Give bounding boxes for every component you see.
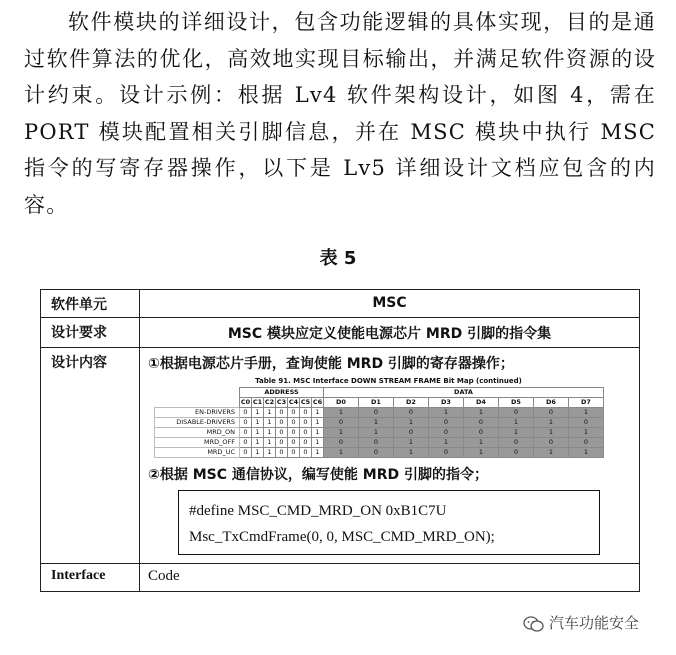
address-bit: 0 <box>276 408 288 418</box>
data-bit: 0 <box>394 428 429 438</box>
data-bit: 0 <box>359 448 394 458</box>
address-bit: 1 <box>312 428 324 438</box>
address-bit: 0 <box>288 408 300 418</box>
data-bit: 1 <box>499 428 534 438</box>
data-bit: 0 <box>429 418 464 428</box>
data-bit: 1 <box>464 408 499 418</box>
bitmap-row <box>155 418 604 428</box>
address-bit: 1 <box>264 438 276 448</box>
code-line: #define MSC_CMD_MRD_ON 0xB1C7U <box>189 503 447 519</box>
bitmap-row <box>155 428 604 438</box>
address-col-header: C2 <box>264 398 275 406</box>
address-col-header: C5 <box>300 398 311 406</box>
row-label-requirement: 设计要求 <box>41 318 140 348</box>
bitmap-row <box>155 438 604 448</box>
data-bit: 0 <box>394 408 429 418</box>
bitmap-row <box>155 448 604 458</box>
data-col-header: D7 <box>569 398 604 408</box>
address-col-header: C0 <box>240 398 251 406</box>
address-header: ADDRESS <box>240 388 324 398</box>
address-bit: 1 <box>252 438 264 448</box>
step-one-text: ①根据电源芯片手册，查询使能 MRD 引脚的寄存器操作； <box>148 356 514 372</box>
address-bit: 0 <box>276 418 288 428</box>
data-bit: 1 <box>569 448 604 458</box>
data-bit: 0 <box>464 428 499 438</box>
data-bit: 1 <box>499 418 534 428</box>
row-label-content: 设计内容 <box>41 348 140 564</box>
data-bit: 0 <box>324 438 359 448</box>
data-header: DATA <box>324 388 604 398</box>
step-two-text: ②根据 MSC 通信协议，编写使能 MRD 引脚的指令； <box>148 467 488 483</box>
address-bit: 0 <box>288 438 300 448</box>
watermark-text: 汽车功能安全 <box>549 614 640 632</box>
data-bit: 0 <box>499 448 534 458</box>
address-bit: 0 <box>288 448 300 458</box>
data-bit: 1 <box>324 408 359 418</box>
table-row <box>41 348 640 564</box>
data-bit: 1 <box>464 448 499 458</box>
address-col-header: C6 <box>312 398 323 406</box>
data-bit: 1 <box>394 438 429 448</box>
address-bit: 1 <box>252 448 264 458</box>
data-bit: 0 <box>359 408 394 418</box>
address-col-header: C3 <box>276 398 287 406</box>
address-col-header: C4 <box>288 398 299 406</box>
table-row <box>41 318 640 348</box>
address-bit: 0 <box>240 418 252 428</box>
row-value-unit: MSC <box>140 290 640 318</box>
bitmap-group-header <box>155 388 604 398</box>
row-label-unit: 软件单元 <box>41 290 140 318</box>
address-bit: 0 <box>276 428 288 438</box>
address-bit: 0 <box>276 438 288 448</box>
data-bit: 1 <box>324 428 359 438</box>
row-value-requirement: MSC 模块应定义使能电源芯片 MRD 引脚的指令集 <box>140 318 640 348</box>
address-bit: 0 <box>240 448 252 458</box>
address-bit: 1 <box>252 428 264 438</box>
data-bit: 1 <box>324 448 359 458</box>
address-bit: 1 <box>312 408 324 418</box>
code-block <box>178 490 600 555</box>
table-row <box>41 290 640 318</box>
data-bit: 0 <box>569 418 604 428</box>
data-col-header: D3 <box>429 398 464 408</box>
bitmap-row-name: EN-DRIVERS <box>155 408 240 418</box>
data-bit: 1 <box>394 418 429 428</box>
data-col-header: D6 <box>534 398 569 408</box>
data-bit: 0 <box>534 408 569 418</box>
address-bit: 1 <box>264 448 276 458</box>
design-table <box>40 289 640 592</box>
bitmap-column-header <box>155 398 604 408</box>
address-bit: 0 <box>288 428 300 438</box>
address-bit: 0 <box>300 418 312 428</box>
row-label-interface: Interface <box>41 564 140 592</box>
bitmap-row-name: DISABLE-DRIVERS <box>155 418 240 428</box>
data-col-header: D1 <box>359 398 394 408</box>
address-bit: 1 <box>312 438 324 448</box>
data-col-header: D0 <box>324 398 359 408</box>
data-bit: 1 <box>464 438 499 448</box>
data-bit: 1 <box>359 428 394 438</box>
watermark <box>523 612 639 633</box>
data-bit: 0 <box>534 438 569 448</box>
address-bit: 0 <box>300 448 312 458</box>
bit-map-table <box>154 387 604 458</box>
row-value-interface: Code <box>140 564 640 592</box>
address-bit: 0 <box>300 408 312 418</box>
code-line: Msc_TxCmdFrame(0, 0, MSC_CMD_MRD_ON); <box>189 529 495 545</box>
data-bit: 0 <box>569 438 604 448</box>
address-bit: 0 <box>240 438 252 448</box>
address-bit: 0 <box>240 428 252 438</box>
data-bit: 0 <box>359 438 394 448</box>
data-bit: 1 <box>534 418 569 428</box>
data-col-header: D2 <box>394 398 429 408</box>
data-bit: 0 <box>499 438 534 448</box>
data-bit: 1 <box>534 448 569 458</box>
bitmap-row-name: MRD_ON <box>155 428 240 438</box>
data-bit: 0 <box>429 448 464 458</box>
address-bit: 0 <box>300 428 312 438</box>
data-bit: 1 <box>569 428 604 438</box>
bitmap-row <box>155 408 604 418</box>
data-bit: 1 <box>429 438 464 448</box>
bitmap-row-name: MRD_OFF <box>155 438 240 448</box>
address-bit: 0 <box>300 438 312 448</box>
address-bit: 0 <box>276 448 288 458</box>
address-bit: 1 <box>312 418 324 428</box>
data-bit: 0 <box>429 428 464 438</box>
data-bit: 0 <box>464 418 499 428</box>
address-bit: 0 <box>288 418 300 428</box>
address-bit: 1 <box>252 408 264 418</box>
data-bit: 0 <box>324 418 359 428</box>
wechat-logo-icon <box>523 615 545 633</box>
address-bit: 1 <box>264 418 276 428</box>
data-bit: 1 <box>569 408 604 418</box>
data-bit: 1 <box>429 408 464 418</box>
data-col-header: D4 <box>464 398 499 408</box>
table-caption: 表 5 <box>319 248 357 269</box>
bitmap-row-name: MRD_UC <box>155 448 240 458</box>
bitmap-caption: Table 91. MSC Interface DOWN STREAM FRAME Bit Map (continued) <box>255 377 522 385</box>
address-col-header: C1 <box>252 398 263 406</box>
design-content-cell <box>140 348 640 564</box>
body-paragraph: 软件模块的详细设计，包含功能逻辑的具体实现，目的是通过软件算法的优化，高效地实现目标输出，并满足软件资源的设计约束。设计示例：根据 Lv4 软件架构设计，如图 4，需在 PORT 模块配置相关引脚信息，并在 MSC 模块中执行 MSC 指令的写寄存器操作，以下是 Lv5 详细设计文档应包含的内容。 <box>24 10 656 217</box>
data-col-header: D5 <box>499 398 534 408</box>
address-bit: 1 <box>252 418 264 428</box>
data-bit: 1 <box>534 428 569 438</box>
address-bit: 1 <box>264 428 276 438</box>
address-bit: 1 <box>312 448 324 458</box>
data-bit: 0 <box>499 408 534 418</box>
data-bit: 1 <box>394 448 429 458</box>
address-bit: 1 <box>264 408 276 418</box>
table-row <box>41 564 640 592</box>
data-bit: 1 <box>359 418 394 428</box>
address-bit: 0 <box>240 408 252 418</box>
bitmap-body <box>155 408 604 458</box>
